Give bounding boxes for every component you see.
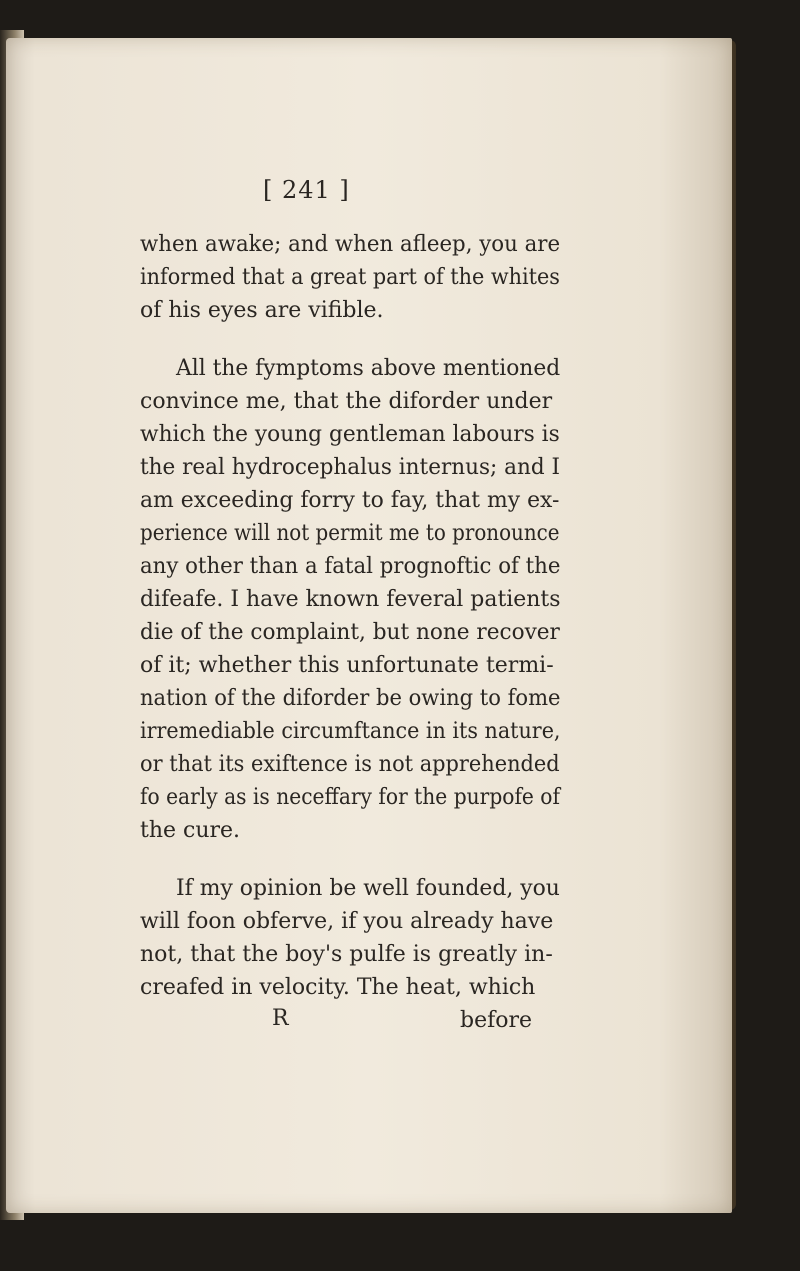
text-line: the cure. <box>140 818 241 843</box>
text-line: difeafe. I have known feveral patients <box>140 587 561 612</box>
text-line: If my opinion be well founded, you <box>176 876 560 901</box>
text-line: the real hydrocephalus internus; and I <box>140 455 561 480</box>
text-line: or that its exiftence is not apprehended <box>140 752 560 777</box>
catchword: before <box>460 1008 533 1033</box>
text-line: die of the complaint, but none recover <box>140 620 560 645</box>
text-line: am exceeding forry to fay, that my ex- <box>140 488 560 513</box>
text-line: All the fymptoms above mentioned <box>176 356 561 381</box>
text-line: irremediable circumftance in its nature, <box>140 719 561 744</box>
text-line: when awake; and when afleep, you are <box>140 232 561 257</box>
text-line: of it; whether this unfortunate termi- <box>140 653 554 678</box>
text-line: creafed in velocity. The heat, which <box>140 975 536 1000</box>
text-line: which the young gentleman labours is <box>140 422 560 447</box>
signature-mark: R <box>272 1006 289 1031</box>
text-line: fo early as is neceffary for the purpofe of <box>140 785 560 810</box>
text-line: nation of the diforder be owing to fome <box>140 686 561 711</box>
text-line: any other than a fatal prognoftic of the <box>140 554 561 579</box>
text-line: will foon obferve, if you already have <box>140 909 554 934</box>
text-line: not, that the boy's pulfe is greatly in- <box>140 942 553 967</box>
page-number-header: [ 241 ] <box>263 176 350 204</box>
text-line: perience will not permit me to pronounce <box>140 521 560 546</box>
text-line: of his eyes are vifible. <box>140 298 384 323</box>
text-line: convince me, that the diforder under <box>140 389 553 414</box>
text-line: informed that a great part of the whites <box>140 265 560 290</box>
